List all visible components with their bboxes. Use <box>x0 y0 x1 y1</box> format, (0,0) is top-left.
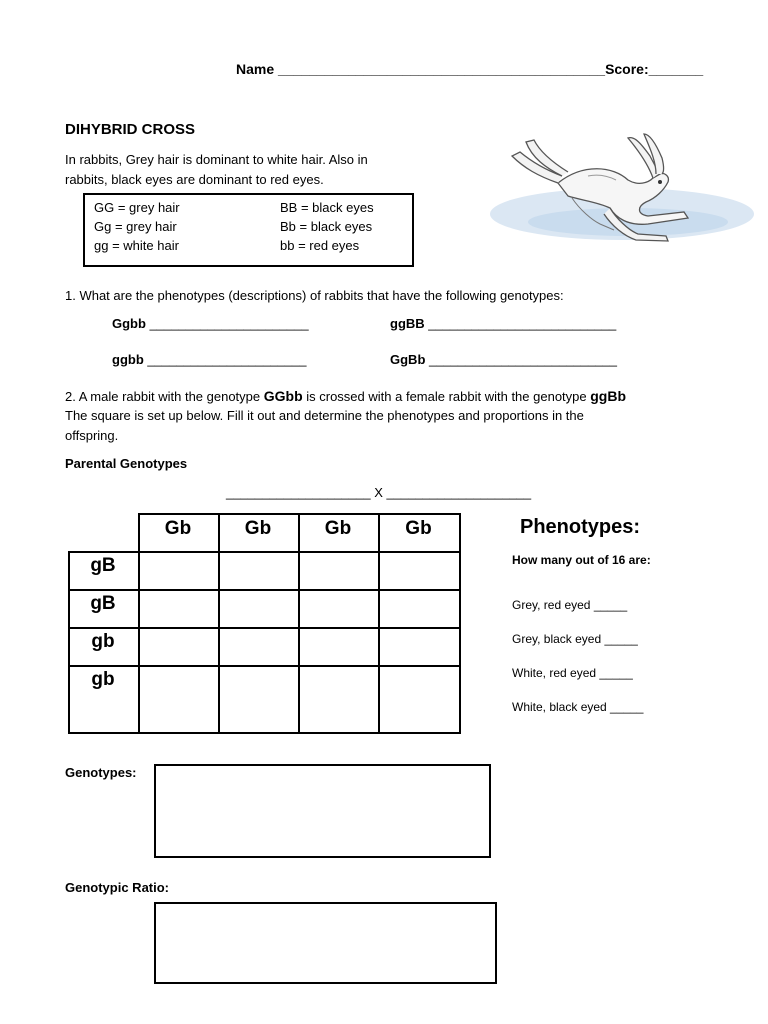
q1-answer-blank[interactable]: __________________________ <box>429 352 617 367</box>
key-eyes-bb-upper: BB = black eyes <box>280 200 374 215</box>
cross-symbol: X <box>374 485 383 500</box>
key-hair-gg-lower: gg = white hair <box>94 238 179 253</box>
rabbit-illustration <box>488 128 756 260</box>
punnett-cell[interactable] <box>300 667 377 731</box>
punnett-side-allele-3: gb <box>91 631 115 652</box>
phenotype-grey-red[interactable]: Grey, red eyed _____ <box>512 598 628 612</box>
key-hair-gg-upper: GG = grey hair <box>94 200 180 215</box>
q1-genotype: ggBB <box>390 316 425 331</box>
question-1-prompt: 1. What are the phenotypes (descriptions) of rabbits that have the following genotypes: <box>65 288 564 303</box>
page-title: DIHYBRID CROSS <box>65 121 196 138</box>
phenotypes-title: Phenotypes: <box>520 516 641 538</box>
punnett-side-allele-1: gB <box>90 555 116 576</box>
punnett-cell[interactable] <box>300 591 377 626</box>
punnett-cell[interactable] <box>380 667 458 731</box>
punnett-cell[interactable] <box>220 553 297 588</box>
q1-genotype: Ggbb <box>112 316 146 331</box>
parent-1-blank[interactable]: ____________________ <box>226 485 371 500</box>
punnett-top-allele-4: Gb <box>405 518 432 539</box>
name-label: Name <box>236 61 275 77</box>
punnett-cell[interactable] <box>380 553 458 588</box>
q1-answer-blank[interactable]: ______________________ <box>147 352 307 367</box>
intro-line-2: rabbits, black eyes are dominant to red eyes. <box>65 172 324 187</box>
genotypes-answer-box[interactable] <box>154 764 491 858</box>
parent-2-blank[interactable]: ____________________ <box>386 485 532 500</box>
punnett-top-allele-1: Gb <box>164 518 192 539</box>
q1-item-ggbb-4 <box>390 352 617 367</box>
genotypic-ratio-answer-box[interactable] <box>154 902 497 984</box>
punnett-side-allele-2: gB <box>90 593 116 614</box>
phenotype-white-red[interactable]: White, red eyed _____ <box>512 666 633 680</box>
punnett-cell[interactable] <box>220 667 297 731</box>
q2-male-genotype: GGbb <box>263 388 303 404</box>
punnett-cell[interactable] <box>140 667 217 731</box>
genotype-key-box <box>83 193 414 267</box>
q2-text-b: is crossed with a female rabbit with the genotype <box>302 389 591 404</box>
phenotype-white-black[interactable]: White, black eyed _____ <box>512 700 644 714</box>
question-2-line-2: The square is set up below. Fill it out and determine the phenotypes and proportions in the <box>65 408 584 423</box>
q1-genotype: GgBb <box>390 352 426 367</box>
punnett-top-allele-2: Gb <box>244 518 272 539</box>
punnett-cell[interactable] <box>220 629 297 664</box>
punnett-cell[interactable] <box>300 629 377 664</box>
question-2-line-1 <box>65 388 626 404</box>
score-blank[interactable]: _______ <box>648 61 704 77</box>
punnett-cell[interactable] <box>380 591 458 626</box>
q1-item-ggbb-3 <box>112 352 306 367</box>
punnett-cell[interactable] <box>220 591 297 626</box>
phenotype-grey-black[interactable]: Grey, black eyed _____ <box>512 632 638 646</box>
punnett-cell[interactable] <box>140 591 217 626</box>
punnett-cell[interactable] <box>300 553 377 588</box>
parental-genotypes-label: Parental Genotypes <box>65 456 188 471</box>
punnett-cell[interactable] <box>140 553 217 588</box>
key-hair-gg-mixed: Gg = grey hair <box>94 219 177 234</box>
question-2-line-3: offspring. <box>65 428 119 443</box>
punnett-cell[interactable] <box>140 629 217 664</box>
q1-answer-blank[interactable]: __________________________ <box>428 316 617 331</box>
intro-line-1: In rabbits, Grey hair is dominant to white hair. Also in <box>65 152 368 167</box>
q1-item-ggbb-1 <box>112 316 309 331</box>
genotypes-label: Genotypes: <box>65 765 137 780</box>
score-label: Score: <box>605 61 649 77</box>
name-line <box>236 61 703 77</box>
q1-item-ggbb-2 <box>390 316 616 331</box>
punnett-square <box>68 513 461 734</box>
phenotypes-subtitle: How many out of 16 are: <box>512 553 651 567</box>
punnett-side-allele-4: gb <box>91 669 115 690</box>
genotypic-ratio-label: Genotypic Ratio: <box>65 880 170 895</box>
name-blank[interactable]: __________________________________________ <box>278 61 606 77</box>
q1-answer-blank[interactable]: ______________________ <box>149 316 309 331</box>
key-eyes-bb-lower: bb = red eyes <box>280 238 360 253</box>
parental-cross-line <box>226 485 531 500</box>
q1-genotype: ggbb <box>112 352 144 367</box>
q2-female-genotype: ggBb <box>590 388 626 404</box>
q2-text-a: 2. A male rabbit with the genotype <box>65 389 264 404</box>
punnett-top-allele-3: Gb <box>324 518 352 539</box>
punnett-cell[interactable] <box>380 629 458 664</box>
key-eyes-bb-mixed: Bb = black eyes <box>280 219 373 234</box>
